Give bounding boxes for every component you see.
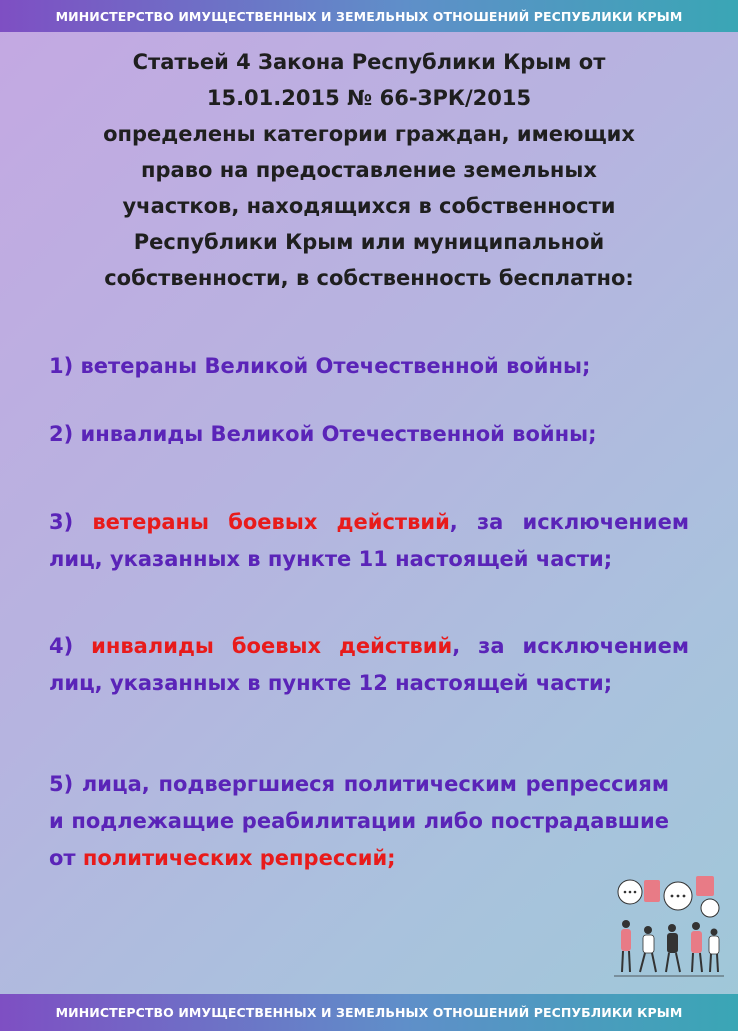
list-item-prefix: 3): [49, 510, 93, 534]
intro-line: участков, находящихся в собственности: [122, 194, 616, 218]
list-item: [49, 766, 669, 877]
list-item: [49, 628, 689, 702]
list-item: [49, 504, 689, 578]
person-icon: [666, 924, 680, 972]
intro-line: Статьей 4 Закона Республики Крым от: [132, 50, 606, 74]
list-item-prefix: 4): [49, 634, 92, 658]
speech-bubble-icon: [644, 880, 660, 902]
person-icon: [640, 926, 656, 972]
speech-bubble-icon: [696, 876, 714, 896]
footer-banner: [0, 994, 738, 1031]
speech-bubble-icon: [664, 882, 692, 910]
intro-line: определены категории граждан, имеющих: [103, 122, 635, 146]
intro-line: Республики Крым или муниципальной: [133, 230, 605, 254]
list-item-prefix: 5) лица, подвергшиеся политическим репрессиям и подлежащие реабилитации либо пострадавшие от: [49, 772, 669, 870]
list-item-highlight: инвалиды боевых действий: [91, 634, 453, 658]
intro-paragraph: [40, 44, 698, 296]
list-item-highlight: политических репрессий;: [82, 846, 396, 870]
list-item-suffix: , за исключением лиц, указанных в пункте 12 настоящей части;: [49, 634, 689, 695]
header-title: МИНИСТЕРСТВО ИМУЩЕСТВЕННЫХ И ЗЕМЕЛЬНЫХ ОТНОШЕНИЙ РЕСПУБЛИКИ КРЫМ: [55, 8, 683, 24]
intro-line: собственности, в собственность бесплатно:: [104, 266, 634, 290]
person-icon: [691, 922, 702, 972]
list-item: [49, 416, 689, 453]
footer-title: МИНИСТЕРСТВО ИМУЩЕСТВЕННЫХ И ЗЕМЕЛЬНЫХ ОТНОШЕНИЙ РЕСПУБЛИКИ КРЫМ: [55, 1005, 683, 1020]
list-item-suffix: , за исключением лиц, указанных в пункте 11 настоящей части;: [49, 510, 689, 571]
people-chat-illustration: [614, 872, 724, 987]
header-banner: [0, 0, 738, 32]
speech-bubble-icon: [701, 899, 719, 917]
speech-bubble-icon: [618, 880, 642, 904]
list-item-highlight: ветераны боевых действий: [92, 510, 450, 534]
list-item-text: 1) ветераны Великой Отечественной войны;: [49, 354, 591, 378]
person-icon: [621, 920, 631, 972]
list-item-text: 2) инвалиды Великой Отечественной войны;: [49, 422, 597, 446]
intro-line: 15.01.2015 № 66-ЗРК/2015: [206, 86, 532, 110]
list-item: [49, 348, 689, 385]
intro-line: право на предоставление земельных: [141, 158, 597, 182]
person-icon: [709, 929, 719, 973]
